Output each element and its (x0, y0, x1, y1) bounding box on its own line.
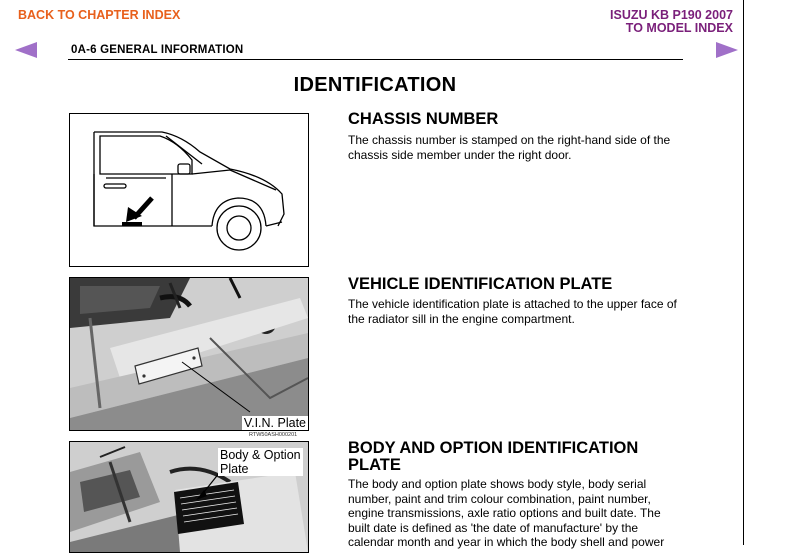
vin-plate-callout: V.I.N. Plate (243, 416, 306, 430)
body-option-plate-heading: BODY AND OPTION IDENTIFICATION PLATE (348, 439, 639, 474)
vin-plate-text: The vehicle identification plate is attached to the upper face of the radiator sill in the engine compartment. (348, 297, 677, 326)
vin-plate-heading: VEHICLE IDENTIFICATION PLATE (348, 275, 613, 293)
body-option-plate-callout (218, 448, 303, 476)
next-page-arrow-icon[interactable] (716, 42, 738, 58)
chassis-number-figure (69, 113, 309, 267)
back-to-chapter-index-link[interactable]: BACK TO CHAPTER INDEX (18, 8, 181, 22)
engine-bay-illustration (70, 278, 308, 430)
body-option-plate-photo (69, 441, 309, 553)
document-title: ISUZU KB P190 2007 (610, 8, 733, 22)
vin-plate-photo (69, 277, 309, 431)
chassis-number-text: The chassis number is stamped on the right-hand side of the chassis side member under the right door. (348, 133, 671, 162)
chassis-number-heading: CHASSIS NUMBER (348, 110, 499, 128)
figure-reference-code: RTW50ASH000201 (249, 432, 298, 438)
header-divider (68, 59, 683, 60)
section-header: 0A-6 GENERAL INFORMATION (71, 44, 244, 56)
to-model-index-link[interactable]: TO MODEL INDEX (625, 21, 733, 35)
body-option-callout-line-2: Plate (220, 462, 301, 476)
previous-page-arrow-icon[interactable] (15, 42, 37, 58)
page-title: IDENTIFICATION (293, 74, 457, 96)
vehicle-side-illustration (70, 114, 308, 266)
body-option-callout-line-1: Body & Option (220, 448, 301, 462)
body-option-plate-text: The body and option plate shows body style, body serial number, paint and trim colour combination, paint number, engine transmissions, axle ratio options and built date. The built date is defined as 'the date of manufacture' by the calendar month and year in which the body shell and power (348, 477, 665, 549)
